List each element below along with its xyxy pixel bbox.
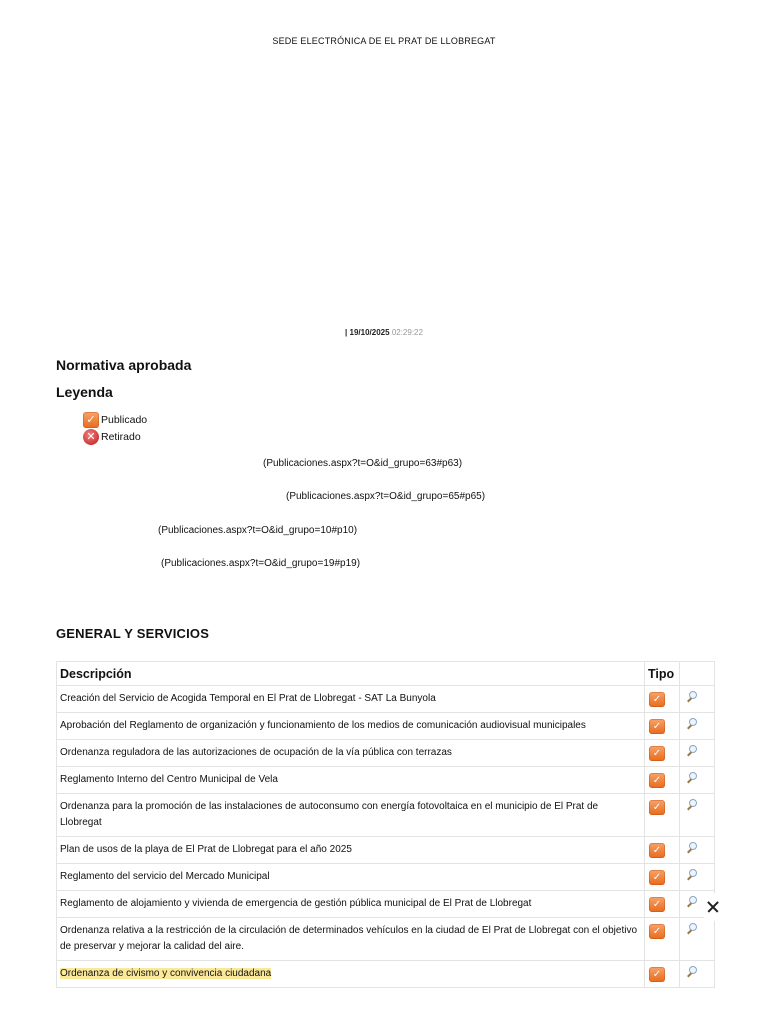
table-row xyxy=(57,767,715,794)
row-description-text: Ordenanza reguladora de las autorizaciones de ocupación de la vía pública con terrazas xyxy=(60,747,452,758)
row-description xyxy=(57,918,645,961)
row-description-text: Ordenanza de civismo y convivencia ciudadana xyxy=(60,968,272,979)
row-type xyxy=(645,837,680,864)
legend-label: Publicado xyxy=(101,414,148,426)
row-view[interactable] xyxy=(680,686,715,713)
row-type xyxy=(645,713,680,740)
group-link-65[interactable]: (Publicaciones.aspx?t=O&id_grupo=65#p65) xyxy=(286,491,486,502)
row-description xyxy=(57,767,645,794)
check-icon: ✓ xyxy=(83,412,99,428)
current-date: 19/10/2025 xyxy=(349,328,390,337)
row-description xyxy=(57,713,645,740)
row-view[interactable] xyxy=(680,961,715,988)
row-description-text: Reglamento Interno del Centro Municipal de Vela xyxy=(60,774,278,785)
column-header-type: Tipo xyxy=(645,662,680,686)
row-description xyxy=(57,961,645,988)
row-description-text: Plan de usos de la playa de El Prat de Llobregat para el año 2025 xyxy=(60,844,352,855)
row-view[interactable] xyxy=(680,837,715,864)
check-icon: ✓ xyxy=(649,897,665,912)
table-row xyxy=(57,794,715,837)
table-row xyxy=(57,961,715,988)
row-type xyxy=(645,794,680,837)
check-icon: ✓ xyxy=(649,719,665,734)
row-description xyxy=(57,740,645,767)
section-title: GENERAL Y SERVICIOS xyxy=(56,626,210,641)
table-row xyxy=(57,837,715,864)
row-type xyxy=(645,864,680,891)
column-header-description: Descripción xyxy=(57,662,645,686)
table-row xyxy=(57,918,715,961)
magnifier-icon[interactable] xyxy=(686,772,698,784)
cross-icon: ✕ xyxy=(83,429,99,445)
magnifier-icon[interactable] xyxy=(686,923,698,935)
row-description-text: Ordenanza relativa a la restricción de la circulación de determinados vehículos en la ciudad de El Prat de Llobregat con el objetivo de preservar y mejorar la calidad del aire. xyxy=(60,925,638,952)
magnifier-icon[interactable] xyxy=(686,799,698,811)
legend-label: Retirado xyxy=(101,431,141,443)
magnifier-icon[interactable] xyxy=(686,966,698,978)
magnifier-icon[interactable] xyxy=(686,745,698,757)
row-description-text: Reglamento de alojamiento y vivienda de emergencia de gestión pública municipal de El Prat de Llobregat xyxy=(60,898,532,909)
table-row xyxy=(57,864,715,891)
row-view[interactable] xyxy=(680,740,715,767)
magnifier-icon[interactable] xyxy=(686,718,698,730)
page-title: Normativa aprobada xyxy=(56,357,192,373)
group-link-19[interactable]: (Publicaciones.aspx?t=O&id_grupo=19#p19) xyxy=(161,558,361,569)
table-row xyxy=(57,686,715,713)
row-view[interactable] xyxy=(680,864,715,891)
legend-item-withdrawn xyxy=(83,429,141,445)
row-view[interactable] xyxy=(680,767,715,794)
row-view[interactable] xyxy=(680,918,715,961)
magnifier-icon[interactable] xyxy=(686,896,698,908)
row-type xyxy=(645,961,680,988)
regulations-table xyxy=(56,661,715,988)
row-description xyxy=(57,837,645,864)
check-icon: ✓ xyxy=(649,692,665,707)
magnifier-icon[interactable] xyxy=(686,869,698,881)
group-link-10[interactable]: (Publicaciones.aspx?t=O&id_grupo=10#p10) xyxy=(158,525,358,536)
check-icon: ✓ xyxy=(649,967,665,982)
table-row xyxy=(57,891,715,918)
row-description xyxy=(57,864,645,891)
legend-item-published xyxy=(83,412,147,428)
close-icon[interactable] xyxy=(699,893,727,921)
row-description-text: Ordenanza para la promoción de las instalaciones de autoconsumo con energía fotovoltaica en el municipio de El Prat de Llobregat xyxy=(60,801,599,828)
table-header-row xyxy=(57,662,715,686)
table-row xyxy=(57,713,715,740)
row-description xyxy=(57,794,645,837)
row-description-text: Reglamento del servicio del Mercado Municipal xyxy=(60,871,270,882)
row-type xyxy=(645,740,680,767)
row-type xyxy=(645,686,680,713)
row-type xyxy=(645,891,680,918)
row-type xyxy=(645,918,680,961)
check-icon: ✓ xyxy=(649,746,665,761)
column-header-view xyxy=(680,662,715,686)
check-icon: ✓ xyxy=(649,870,665,885)
row-description-text: Creación del Servicio de Acogida Temporal en El Prat de Llobregat - SAT La Bunyola xyxy=(60,693,436,704)
check-icon: ✓ xyxy=(649,800,665,815)
site-title: SEDE ELECTRÓNICA DE EL PRAT DE LLOBREGAT xyxy=(272,36,496,46)
row-description xyxy=(57,686,645,713)
check-icon: ✓ xyxy=(649,924,665,939)
separator: | xyxy=(345,328,348,337)
row-view[interactable] xyxy=(680,713,715,740)
row-type xyxy=(645,767,680,794)
magnifier-icon[interactable] xyxy=(686,691,698,703)
row-view[interactable] xyxy=(680,794,715,837)
magnifier-icon[interactable] xyxy=(686,842,698,854)
row-description-text: Aprobación del Reglamento de organización y funcionamiento de los medios de comunicación audiovisual municipales xyxy=(60,720,586,731)
check-icon: ✓ xyxy=(649,773,665,788)
check-icon: ✓ xyxy=(649,843,665,858)
table-row xyxy=(57,740,715,767)
legend-title: Leyenda xyxy=(56,384,113,400)
group-link-63[interactable]: (Publicaciones.aspx?t=O&id_grupo=63#p63) xyxy=(263,458,463,469)
datetime-stamp xyxy=(0,328,768,337)
row-description xyxy=(57,891,645,918)
current-time: 02:29:22 xyxy=(391,328,423,337)
